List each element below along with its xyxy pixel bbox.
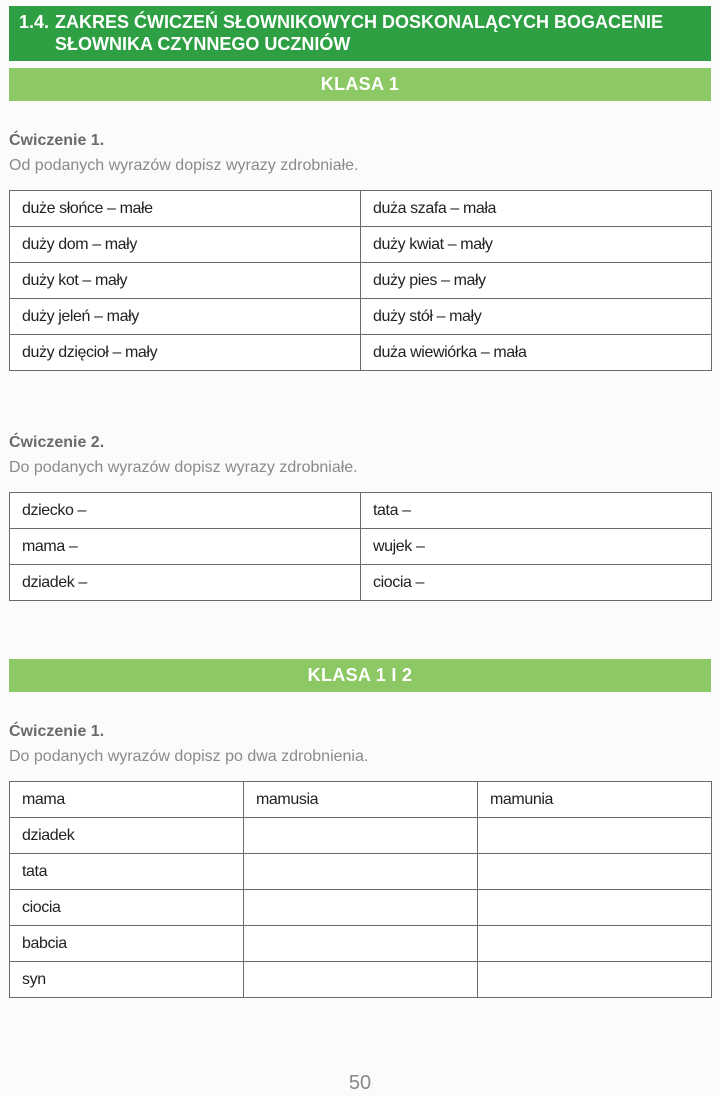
table-cell: duży dom – mały — [10, 227, 361, 263]
table-row — [10, 299, 712, 335]
table-row — [10, 335, 712, 371]
table-cell: duży stół – mały — [361, 299, 712, 335]
exercise-instruction: Do podanych wyrazów dopisz wyrazy zdrobniałe. — [9, 459, 358, 476]
table-cell: dziadek – — [10, 565, 361, 601]
exercise-title: Ćwiczenie 2. — [9, 434, 105, 451]
table-row — [10, 227, 712, 263]
table-cell: duży kot – mały — [10, 263, 361, 299]
table-row — [10, 926, 712, 962]
table-cell: duży jeleń – mały — [10, 299, 361, 335]
table-cell: tata – — [361, 493, 712, 529]
table-row — [10, 890, 712, 926]
table-row — [10, 529, 712, 565]
chapter-number: 1.4. — [19, 12, 50, 32]
table-cell: mamunia — [478, 782, 712, 818]
table-cell — [244, 890, 478, 926]
table-cell — [478, 926, 712, 962]
chapter-title: ZAKRES ĆWICZEŃ SŁOWNIKOWYCH DOSKONALĄCYCH BOGACENIE SŁOWNIKA CZYNNEGO UCZNIÓW — [55, 12, 664, 54]
table-cell: tata — [10, 854, 244, 890]
table-cell — [244, 854, 478, 890]
exercise-table-diminutives-2 — [9, 492, 712, 601]
exercise-title: Ćwiczenie 1. — [9, 723, 105, 740]
table-cell: mama – — [10, 529, 361, 565]
chapter-header — [9, 6, 711, 61]
table-cell: wujek – — [361, 529, 712, 565]
table-cell: duża szafa – mała — [361, 191, 712, 227]
table-cell: duży pies – mały — [361, 263, 712, 299]
table-row — [10, 263, 712, 299]
table-cell — [478, 962, 712, 998]
exercise-title: Ćwiczenie 1. — [9, 132, 105, 149]
table-cell: duży kwiat – mały — [361, 227, 712, 263]
table-row — [10, 565, 712, 601]
table-cell: duży dzięcioł – mały — [10, 335, 361, 371]
table-cell: mamusia — [244, 782, 478, 818]
table-cell: ciocia – — [361, 565, 712, 601]
table-cell — [244, 962, 478, 998]
exercise-instruction: Od podanych wyrazów dopisz wyrazy zdrobniałe. — [9, 157, 359, 174]
table-row — [10, 191, 712, 227]
table-cell: duże słońce – małe — [10, 191, 361, 227]
table-cell — [244, 926, 478, 962]
table-cell — [478, 818, 712, 854]
table-cell — [244, 818, 478, 854]
table-cell — [478, 854, 712, 890]
exercise-instruction: Do podanych wyrazów dopisz po dwa zdrobnienia. — [9, 748, 369, 765]
table-cell: ciocia — [10, 890, 244, 926]
table-row — [10, 854, 712, 890]
section-header-klasa-1-i-2: KLASA 1 I 2 — [9, 659, 711, 692]
table-cell: syn — [10, 962, 244, 998]
table-cell — [478, 890, 712, 926]
section-header-klasa-1: KLASA 1 — [9, 68, 711, 101]
table-cell: duża wiewiórka – mała — [361, 335, 712, 371]
page-number: 50 — [348, 1072, 372, 1094]
exercise-table-two-diminutives — [9, 781, 712, 998]
table-cell: mama — [10, 782, 244, 818]
exercise-table-diminutives-1 — [9, 190, 712, 371]
table-cell: babcia — [10, 926, 244, 962]
table-cell: dziecko – — [10, 493, 361, 529]
table-row — [10, 782, 712, 818]
table-row — [10, 493, 712, 529]
table-row — [10, 818, 712, 854]
table-cell: dziadek — [10, 818, 244, 854]
table-row — [10, 962, 712, 998]
